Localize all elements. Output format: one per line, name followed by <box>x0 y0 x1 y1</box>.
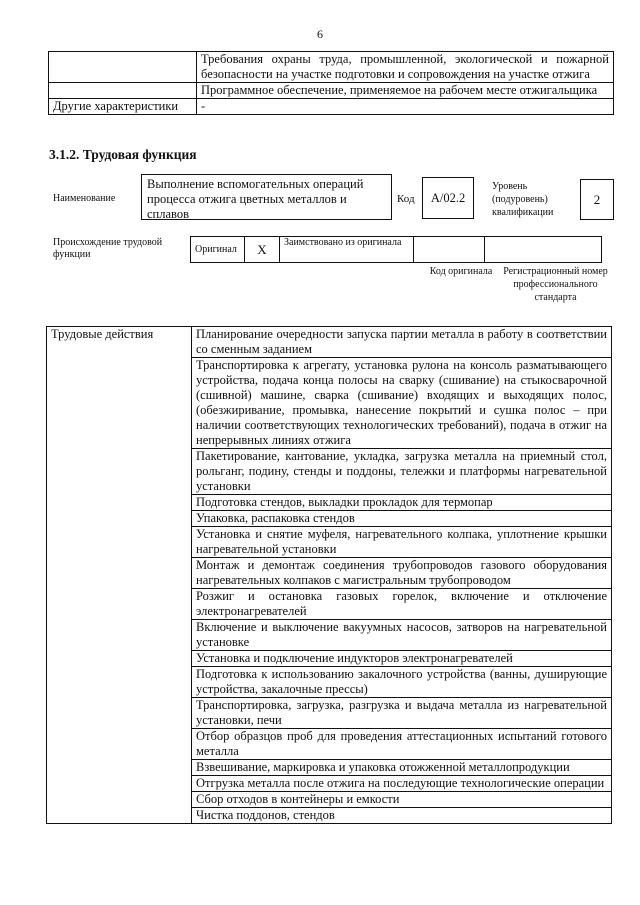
labor-action-item: Отгрузка металла после отжига на последующие технологические операции <box>192 776 612 792</box>
table-row <box>49 83 614 99</box>
code-label: Код <box>397 193 415 205</box>
labor-action-item: Чистка поддонов, стендов <box>192 808 612 824</box>
row-label: Другие характеристики <box>49 99 197 115</box>
original-mark: X <box>245 237 280 263</box>
labor-action-item: Взвешивание, маркировка и упаковка отожженной металлопродукции <box>192 760 612 776</box>
labor-action-item: Пакетирование, кантование, укладка, загрузка металла на приемный стол, рольганг, подину, стенды и поддоны, тележки и платформы нагревательной установки <box>192 449 612 495</box>
labor-action-item: Подготовка стендов, выкладки прокладок для термопар <box>192 495 612 511</box>
original-code-caption: Код оригинала <box>429 266 493 277</box>
previous-section-table <box>48 51 614 115</box>
row-value: - <box>197 99 614 115</box>
labor-action-item: Транспортировка, загрузка, разгрузка и выдача металла из нагревательной установки, печи <box>192 698 612 729</box>
borrowed-cell: Заимствовано из оригинала <box>280 237 414 263</box>
origin-label: Происхождение трудовой функции <box>53 237 163 260</box>
section-title: 3.1.2. Трудовая функция <box>49 147 197 162</box>
labor-action-item: Монтаж и демонтаж соединения трубопроводов газового оборудования нагревательных колпаков с магистральным трубопроводом <box>192 558 612 589</box>
table-row <box>47 327 612 358</box>
labor-action-item: Установка и подключение индукторов электронагревателей <box>192 651 612 667</box>
row-value: Программное обеспечение, применяемое на рабочем месте отжигальщика <box>197 83 614 99</box>
table-row <box>49 52 614 83</box>
labor-action-item: Подготовка к использованию закалочного устройства (ванны, душирующие устройства, закалочные прессы) <box>192 667 612 698</box>
row-label <box>49 52 197 83</box>
table-row <box>49 99 614 115</box>
level-label: Уровень (подуровень) квалификации <box>492 181 554 218</box>
function-name-field: Выполнение вспомогательных операций процесса отжига цветных металлов и сплавов <box>141 174 392 220</box>
original-cell: Оригинал <box>191 237 245 263</box>
labor-actions-label: Трудовые действия <box>47 327 192 824</box>
function-code-field: А/02.2 <box>422 177 474 219</box>
original-code-cell <box>414 237 485 263</box>
name-label: Наименование <box>53 193 116 204</box>
page-number: 6 <box>317 27 323 41</box>
labor-action-item: Упаковка, распаковка стендов <box>192 511 612 527</box>
labor-action-item: Транспортировка к агрегату, установка рулона на консоль разматывающего устройства, подача конца полосы на сварку (сшивание) на стыкосварочной (сшивной) машине, сварка (сшивание) входящих и выходящих полос, (обезжиривание, промывка, нанесение покрытий и сушка полос – при наличии соответствующих технологических требований), подача в отжиг на непрерывных линиях отжига <box>192 358 612 449</box>
labor-action-item: Розжиг и остановка газовых горелок, включение и отключение электронагревателей <box>192 589 612 620</box>
labor-action-item: Отбор образцов проб для проведения аттестационных испытаний готового металла <box>192 729 612 760</box>
origin-table <box>190 236 602 263</box>
registration-number-cell <box>485 237 602 263</box>
registration-number-caption: Регистрационный номер профессионального стандарта <box>503 266 608 303</box>
labor-action-item: Включение и выключение вакуумных насосов, затворов на нагревательной установке <box>192 620 612 651</box>
labor-action-item: Планирование очередности запуска партии металла в работу в соответствии со сменным заданием <box>192 327 612 358</box>
labor-action-item: Сбор отходов в контейнеры и емкости <box>192 792 612 808</box>
table-row <box>191 237 602 263</box>
row-label <box>49 83 197 99</box>
labor-action-item: Установка и снятие муфеля, нагревательного колпака, уплотнение крышки нагревательной установки <box>192 527 612 558</box>
labor-actions-table <box>46 326 612 824</box>
level-field: 2 <box>580 179 614 220</box>
row-value: Требования охраны труда, промышленной, экологической и пожарной безопасности на участке подготовки и сопровождения на участке отжига <box>197 52 614 83</box>
